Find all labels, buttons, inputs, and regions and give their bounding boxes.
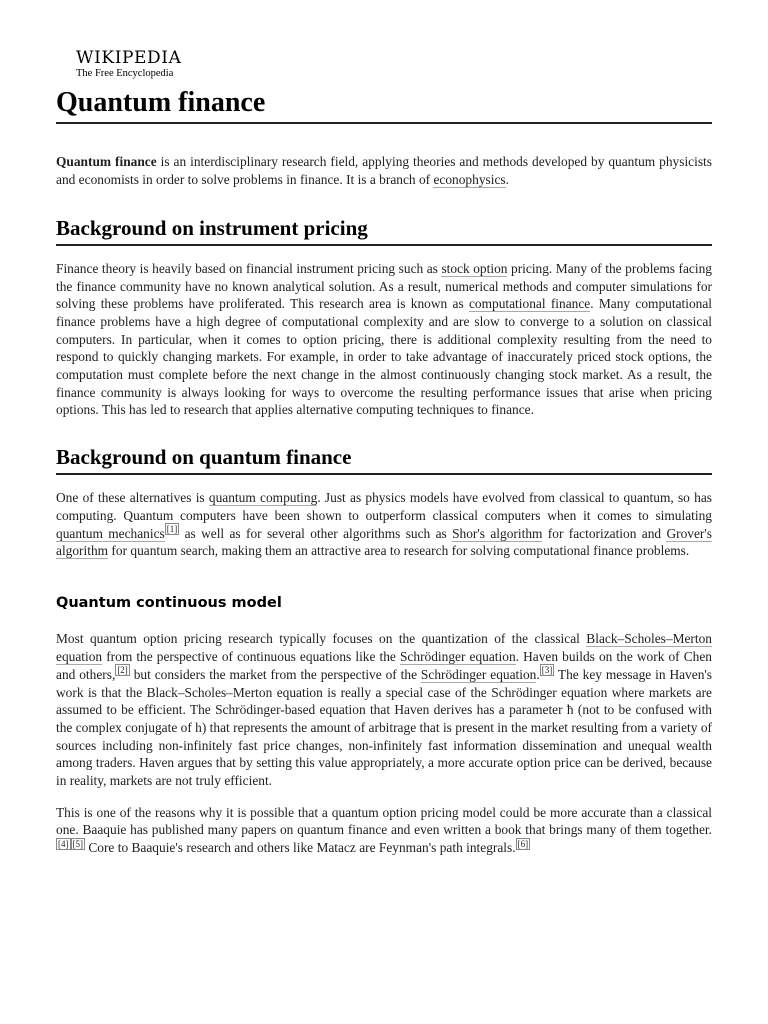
paragraph-quantum-finance: One of these alternatives is quantum computing. Just as physics models have evolved from classical to quantum, so has computing. Quantum computers have been shown to outperform classical computers when it comes to simulating quantum mechanics [1] as well as for several other algorithms such as Shor's algorithm for factorization and Grover's algorithm for quantum search, making them an attractive area to research for solving computational finance problems.: [56, 490, 712, 559]
wikipedia-tagline: The Free Encyclopedia: [76, 68, 174, 79]
intro-paragraph: Quantum finance is an interdisciplinary research field, applying theories and methods developed by quantum physicists and economists in order to solve problems in finance. It is a branch of econophysics.: [56, 154, 712, 187]
link-quantum-computing[interactable]: quantum computing: [208, 490, 318, 506]
ref-2[interactable]: [2]: [117, 665, 128, 676]
paragraph-continuous-model-2: This is one of the reasons why it is possible that a quantum option pricing model could be more accurate than a classical one. Baaquie has published many papers on quantum finance and even written a book that brings many of them together.[4] [5] Core to Baaquie's research and others like Matacz are Feynman's path integrals. [6]: [56, 804, 712, 856]
heading-quantum-finance: Background on quantum finance: [56, 446, 712, 475]
page-title: Quantum finance: [56, 88, 712, 125]
wikipedia-logo[interactable]: [76, 50, 712, 80]
ref-4[interactable]: [4]: [58, 838, 69, 849]
wikipedia-wordmark: WIKIPEDIA: [76, 48, 182, 68]
paragraph-continuous-model-1: Most quantum option pricing research typically focuses on the quantization of the classical Black–Scholes–Merton equation from the perspective of continuous equations like the Schrödinger equation. Haven builds on the work of Chen and others, [2] but considers the market from the perspective of the Schrödinger equation. [3] The key message in Haven's work is that the Black–Scholes–Merton equation is really a special case of the Schrödinger equation where markets are assumed to be efficient. The Schrödinger-based equation that Haven derives has a parameter ħ (not to be confused with the complex conjugate of h) that represents the amount of arbitrage that is present in the market resulting from a variety of sources including non-infinitely fast price changes, non-infinitely fast information dissemination and unequal wealth among traders. Haven argues that by setting this value appropriately, a more accurate option price can be derived, because in reality, markets are not truly efficient.: [56, 631, 713, 789]
ref-3[interactable]: [3]: [541, 665, 553, 676]
link-quantum-mechanics[interactable]: quantum mechanics: [56, 525, 165, 541]
link-econophysics[interactable]: econophysics: [433, 172, 506, 187]
heading-instrument-pricing: Background on instrument pricing: [56, 217, 712, 246]
ref-5[interactable]: [5]: [72, 838, 83, 849]
paragraph-instrument-pricing: Finance theory is heavily based on financial instrument pricing such as stock option pricing. Many of the problems facing the finance community have no known analytical solution. As a result, numerical methods and computer simulations for solving these problems have proliferated. This research area is known as computational finance. Many computational finance problems have a high degree of computational complexity and are slow to converge to a solution on classical computers. In particular, when it comes to option pricing, there is additional complexity resulting from the need to respond to quickly changing markets. For example, in order to take advantage of inaccurately priced stock options, the computation must complete before the next change in the almost continuously changing stock market. As a result, the finance community is always looking for ways to overcome the resulting performance issues that arise when pricing options. This has led to research that applies alternative computing techniques to finance.: [56, 260, 713, 418]
link-computational-finance[interactable]: computational finance: [468, 296, 591, 312]
link-schrodinger-equation[interactable]: Schrödinger equation: [399, 649, 516, 665]
heading-quantum-continuous-model: Quantum continuous model: [56, 595, 282, 612]
link-shors-algorithm[interactable]: Shor's algorithm: [452, 525, 543, 541]
article: [56, 50, 712, 857]
link-stock-option[interactable]: stock option: [441, 260, 508, 276]
intro-term: Quantum finance: [56, 154, 157, 170]
ref-6[interactable]: [6]: [517, 838, 529, 849]
ref-1[interactable]: [1]: [166, 524, 178, 535]
link-grovers-algorithm[interactable]: Grover's algorithm: [56, 525, 712, 559]
link-schrodinger-equation-2[interactable]: Schrödinger equation: [420, 666, 537, 682]
link-black-scholes-merton[interactable]: Black–Scholes–Merton equation: [56, 631, 712, 665]
